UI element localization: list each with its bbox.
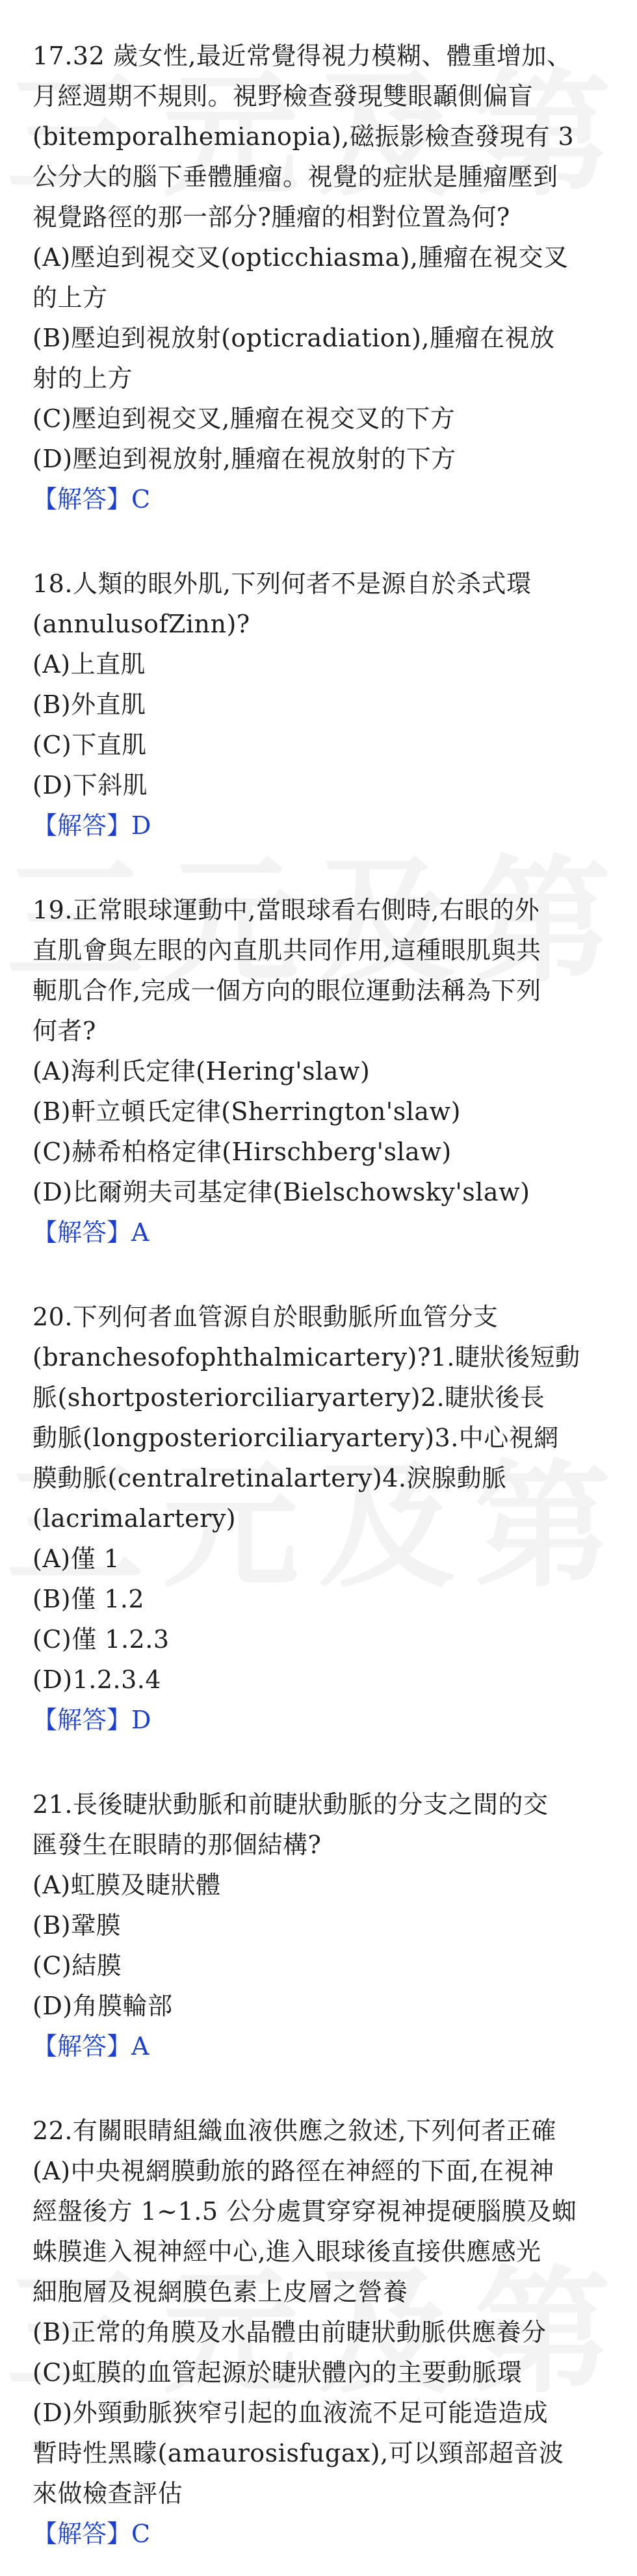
question-block <box>32 1297 618 1740</box>
question-text-line: (A)海利氏定律(Hering'slaw) <box>32 1057 370 1086</box>
question-stem: 17.32 歲女性,最近常覺得視力模糊、體重增加、 <box>32 42 572 70</box>
question-text-line: 視覺路徑的那一部分?腫瘤的相對位置為何? <box>32 203 510 231</box>
question-text-line: (A)虹膜及睫狀體 <box>32 1871 221 1899</box>
question-block <box>32 36 618 519</box>
question-text-line: 暫時性黑矇(amaurosisfugax),可以頸部超音波 <box>32 2439 564 2467</box>
question-text-line: 蛛膜進入視神經中心,進入眼球後直接供應感光 <box>32 2237 541 2266</box>
question-text-line: (D)1.2.3.4 <box>32 1665 162 1694</box>
question-text-line: 月經週期不規則。視野檢查發現雙眼顳側偏盲 <box>32 82 534 111</box>
question-text-line: (bitemporalhemianopia),磁振影檢查發現有 3 <box>32 122 575 151</box>
question-text-line: 細胞層及視網膜色素上皮層之營養 <box>32 2278 408 2306</box>
question-text-line: (C)僅 1.2.3 <box>32 1625 170 1654</box>
question-stem: 20.下列何者血管源自於眼動脈所血管分支 <box>32 1303 499 1331</box>
question-text-line: (A)僅 1 <box>32 1544 120 1573</box>
question-text-line: (C)赫希柏格定律(Hirschberg'slaw) <box>32 1138 452 1166</box>
question-text-line: (A)中央視網膜動旅的路徑在神經的下面,在視神 <box>32 2157 554 2185</box>
question-text-line: (B)鞏膜 <box>32 1911 122 1940</box>
question-block <box>32 564 618 846</box>
question-text-line: 來做檢查評估 <box>32 2479 183 2508</box>
question-text-line: (B)軒立頓氏定律(Sherrington'slaw) <box>32 1097 461 1126</box>
question-text-line: 脈(shortposteriorciliaryartery)2.睫狀後長 <box>32 1383 545 1412</box>
answer-label: 【解答】C <box>32 2519 151 2548</box>
question-text-line: (branchesofophthalmicartery)?1.睫狀後短動 <box>32 1343 580 1372</box>
question-block <box>32 890 618 1253</box>
question-text-line: (B)壓迫到視放射(opticradiation),腫瘤在視放 <box>32 324 555 352</box>
question-text-line: (C)壓迫到視交叉,腫瘤在視交叉的下方 <box>32 404 456 433</box>
question-text-line: (A)壓迫到視交叉(opticchiasma),腫瘤在視交叉 <box>32 243 569 272</box>
question-text-line: 膜動脈(centralretinalartery)4.淚腺動脈 <box>32 1464 507 1492</box>
question-text-line: 軛肌合作,完成一個方向的眼位運動法稱為下列 <box>32 976 541 1005</box>
question-text-line: (B)正常的角膜及水晶體由前睫狀動脈供應養分 <box>32 2318 547 2347</box>
question-text-line: (D)下斜肌 <box>32 771 148 800</box>
question-text-line: (D)壓迫到視放射,腫瘤在視放射的下方 <box>32 445 456 473</box>
question-text-line: 的上方 <box>32 283 108 312</box>
question-text-line: 經盤後方 1~1.5 公分處貫穿穿視神提硬腦膜及蜘 <box>32 2197 577 2226</box>
question-text-line: (annulusofZinn)? <box>32 610 250 638</box>
question-stem: 19.正常眼球運動中,當眼球看右側時,右眼的外 <box>32 896 540 924</box>
question-text-line: 匯發生在眼睛的那個結構? <box>32 1830 322 1859</box>
question-text-line: (A)上直肌 <box>32 650 146 679</box>
question-stem: 18.人類的眼外肌,下列何者不是源自於杀式環 <box>32 569 532 598</box>
question-text-line: (C)虹膜的血管起源於睫狀體內的主要動脈環 <box>32 2358 523 2387</box>
question-text-line: (D)比爾朔夫司基定律(Bielschowsky'slaw) <box>32 1178 530 1206</box>
question-text-line: 動脈(longposteriorciliaryartery)3.中心視網 <box>32 1424 559 1452</box>
question-stem: 22.有關眼睛組織血液供應之敘述,下列何者正確 <box>32 2116 557 2145</box>
question-text-line: (B)外直肌 <box>32 690 146 719</box>
question-list <box>32 36 618 2554</box>
question-text-line: (C)結膜 <box>32 1951 122 1980</box>
question-text-line: (D)外頸動脈狹窄引起的血液流不足可能造造成 <box>32 2399 549 2427</box>
question-text-line: 何者? <box>32 1017 96 1045</box>
question-block <box>32 2111 618 2554</box>
question-block <box>32 1784 618 2066</box>
question-text-line: 直肌會與左眼的內直肌共同作用,這種眼肌與共 <box>32 936 541 965</box>
answer-label: 【解答】D <box>32 1706 151 1734</box>
answer-label: 【解答】A <box>32 2032 150 2061</box>
question-text-line: (lacrimalartery) <box>32 1504 237 1533</box>
question-text-line: (B)僅 1.2 <box>32 1585 145 1613</box>
question-stem: 21.長後睫狀動脈和前睫狀動脈的分支之間的交 <box>32 1790 549 1819</box>
answer-label: 【解答】D <box>32 811 151 840</box>
question-text-line: 公分大的腦下垂體腫瘤。視覺的症狀是腫瘤壓到 <box>32 163 558 191</box>
answer-label: 【解答】C <box>32 485 151 514</box>
question-text-line: (C)下直肌 <box>32 731 147 759</box>
answer-label: 【解答】A <box>32 1218 150 1247</box>
question-text-line: (D)角膜輪部 <box>32 1992 173 2020</box>
question-text-line: 射的上方 <box>32 364 133 393</box>
